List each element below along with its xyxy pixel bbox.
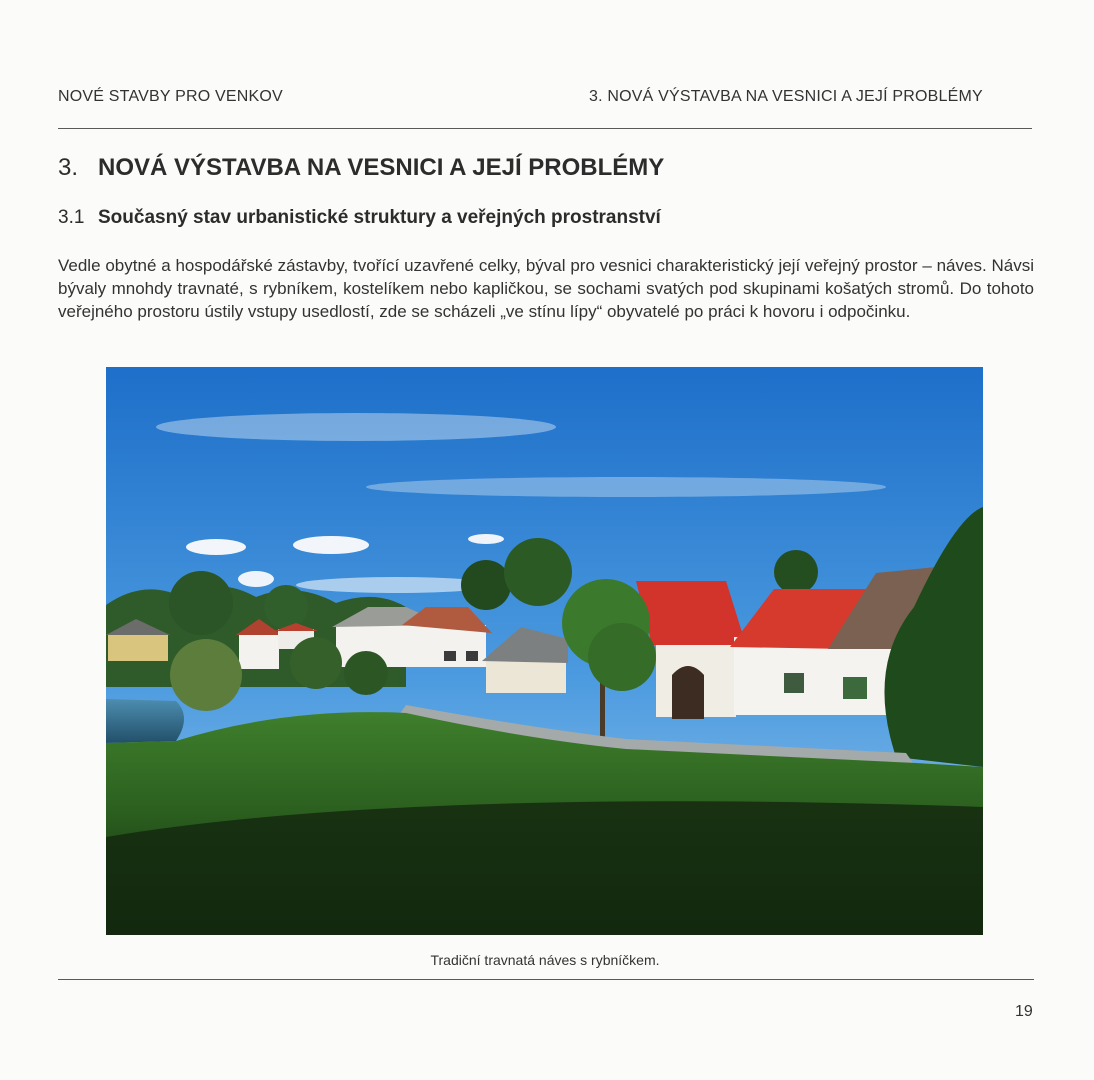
running-header-left: NOVÉ STAVBY PRO VENKOV: [58, 88, 283, 105]
page-number: 19: [1015, 1003, 1033, 1020]
village-green-photo: [106, 367, 983, 935]
section-title: Současný stav urbanistické struktury a veřejných prostranství: [98, 207, 661, 228]
section-heading: [58, 207, 661, 229]
chapter-title: NOVÁ VÝSTAVBA NA VESNICI A JEJÍ PROBLÉMY: [98, 154, 665, 181]
chapter-heading: [58, 154, 664, 182]
header-rule: [58, 128, 1032, 129]
chapter-number: 3.: [58, 154, 79, 181]
body-paragraph: Vedle obytné a hospodářské zástavby, tvořící uzavřené celky, býval pro vesnici charakteristický její veřejný prostor – náves. Návsi bývaly mnohdy travnaté, s rybníkem, kostelíkem nebo kapličkou, se sochami svatých pod skupinami košatých stromů. Do tohoto veřejného prostoru ústily vstupy usedlostí, zde se scházeli „ve stínu lípy“ obyvatelé po práci k hovoru i odpočinku.: [58, 256, 1034, 321]
village-photo-illustration: [106, 367, 983, 935]
figure-caption: [0, 952, 1094, 968]
running-header-right: 3. NOVÁ VÝSTAVBA NA VESNICI A JEJÍ PROBLÉMY: [589, 88, 983, 105]
footer-rule: [58, 979, 1034, 980]
section-number: 3.1: [58, 207, 85, 228]
figure-caption-text: Tradiční travnatá náves s rybníčkem.: [430, 952, 660, 968]
